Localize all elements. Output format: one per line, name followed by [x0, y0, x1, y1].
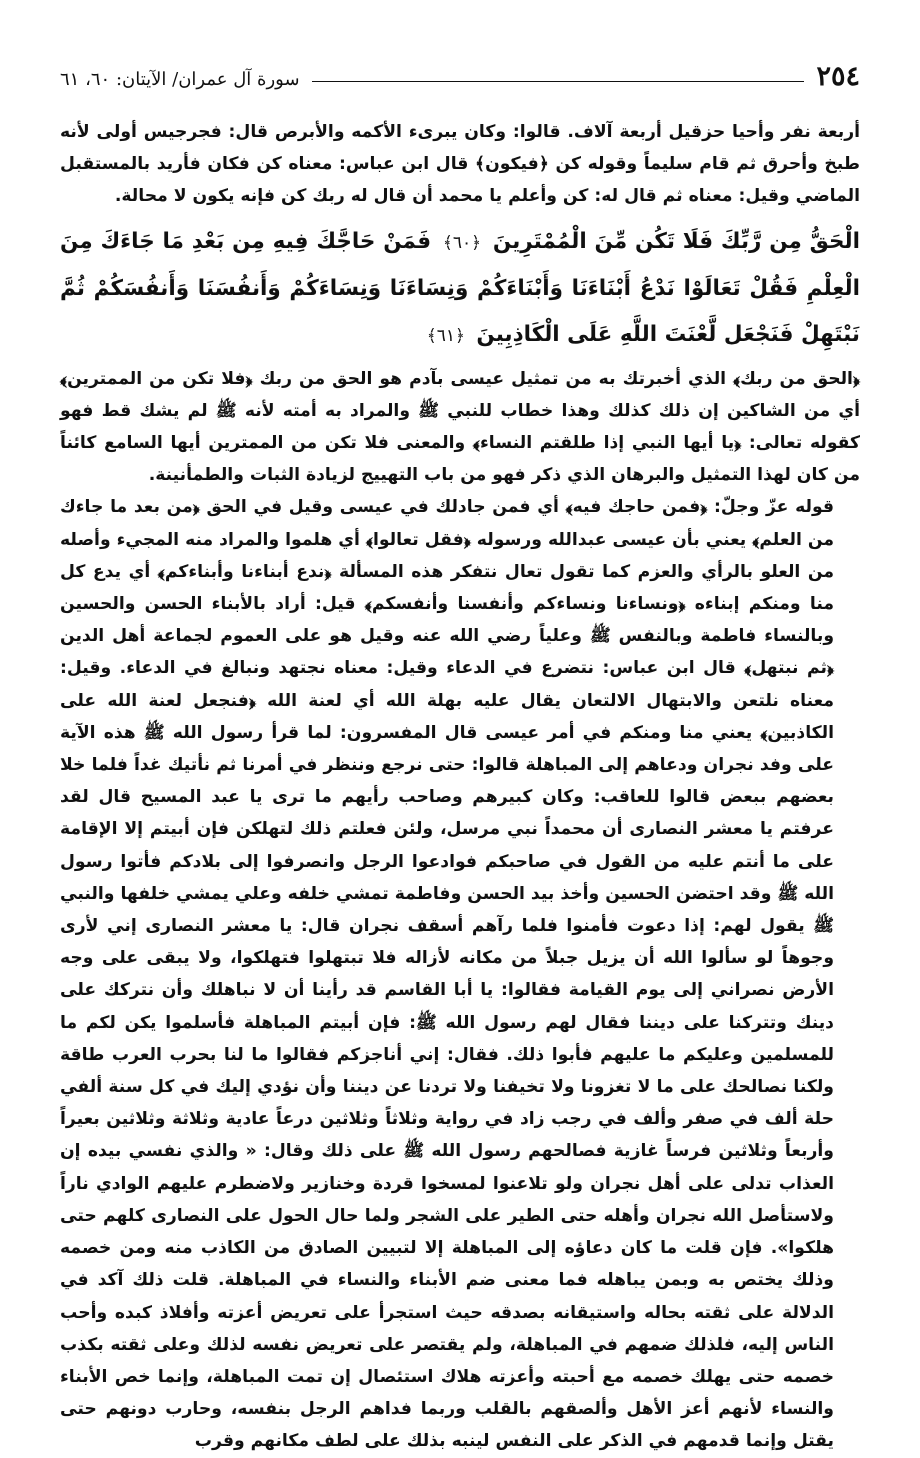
page-header [60, 56, 860, 96]
verse-60-text: الْحَقُّ مِن رَّبِّكَ فَلَا تَكُن مِّنَ الْمُمْتَرِينَ [492, 228, 860, 254]
paragraph-tafsir-61: قوله عزّ وجلّ: ﴿فمن حاجك فيه﴾ أي فمن جادلك في عيسى وقيل في الحق ﴿من بعد ما جاءك من العلم﴾ يعني بأن عيسى عبدالله ورسوله ﴿فقل تعالوا﴾ أي هلموا والمراد منه المجيء وأصله من العلو بالرأي والعزم كما تقول تعال نتفكر هذه المسألة ﴿ندع أبناءنا وأبناءكم﴾ أي يدع كل منا ومنكم إبناءه ﴿ونساءنا ونساءكم وأنفسنا وأنفسكم﴾ قيل: أراد بالأبناء الحسن والحسين وبالنساء فاطمة وبالنفس ﷺ وعلياً رضي الله عنه وقيل هو على العموم لجماعة أهل الدين ﴿ثم نبتهل﴾ قال ابن عباس: نتضرع في الدعاء وقيل: معناه نجتهد ونبالغ في الدعاء. وقيل: معناه نلتعن والابتهال الالتعان يقال عليه بهلة الله أي لعنة الله ﴿فنجعل لعنة الله على الكاذبين﴾ يعني منا ومنكم في أمر عيسى قال المفسرون: لما قرأ رسول الله ﷺ هذه الآية على وفد نجران ودعاهم إلى المباهلة قالوا: حتى نرجع وننظر في أمرنا ثم نأتيك غداً فلما خلا بعضهم ببعض قالوا للعاقب: وكان كبيرهم وصاحب رأيهم ما ترى يا عبد المسيح قال لقد عرفتم يا معشر النصارى أن محمداً نبي مرسل، ولئن فعلتم ذلك لتهلكن فإن أبيتم إلا الإقامة على ما أنتم عليه من القول في صاحبكم فوادعوا الرجل وانصرفوا إلى بلادكم فأتوا رسول الله ﷺ وقد احتضن الحسين وأخذ بيد الحسن وفاطمة تمشي خلفه وعلي يمشي خلفها والنبي ﷺ يقول لهم: إذا دعوت فأمنوا فلما رآهم أسقف نجران قال: يا معشر النصارى إني لأرى وجوهاً لو سألوا الله أن يزيل جبلاً من مكانه لأزاله فلا تبتهلوا فتهلكوا، ولا يبقى على وجه الأرض نصراني إلى يوم القيامة فقالوا: يا أبا القاسم قد رأينا أن لا نباهلك وأن نتركك على دينك وتتركنا على ديننا فقال لهم رسول الله ﷺ: فإن أبيتم المباهلة فأسلموا يكن لكم ما للمسلمين وعليكم ما عليهم فأبوا ذلك. فقال: إني أناجزكم فقالوا ما لنا بحرب العرب طاقة ولكنا نصالحك على ما لا تغزونا ولا تخيفنا ولا تردنا عن ديننا وأن نؤدي إليك في كل سنة ألفي حلة ألف في صفر وألف في رجب زاد في رواية وثلاثاً وثلاثين درعاً عادية وثلاثة وثلاثين بعيراً وأربعاً وثلاثين فرساً غازية فصالحهم رسول الله ﷺ على ذلك وقال: « والذي نفسي بيده إن العذاب تدلى على أهل نجران ولو تلاعنوا لمسخوا قردة وخنازير ولاضطرم عليهم الوادي ناراً ولاستأصل الله نجران وأهله حتى الطير على الشجر ولما حال الحول على النصارى كلهم حتى هلكوا». فإن قلت ما كان دعاؤه إلى المباهلة إلا لتبيين الصادق من الكاذب منه ومن خصمه وذلك يختص به وبمن يباهله فما معنى ضم الأبناء والنساء في المباهلة. قلت ذلك آكد في الدلالة على ثقته بحاله واستيقانه بصدقه حيث استجرأ على تعريض أعزته وأفلاذ كبده وأحب الناس إليه، فلذلك ضمهم في المباهلة، ولم يقتصر على تعريض نفسه لذلك وعلى ثقته بكذب خصمه حتى يهلك خصمه مع أحبته وأعزته هلاك استئصال إن تمت المباهلة، وإنما خص الأبناء والنساء لأنهم أعز الأهل وألصقهم بالقلب وربما فداهم الرجل بنفسه، وحارب دونهم حتى يقتل وإنما قدمهم في الذكر على النفس لينبه بذلك على لطف مكانهم وقرب [60, 497, 834, 1452]
paragraph-intro: أربعة نفر وأحيا حزقيل أربعة آلاف. قالوا: وكان يبرىء الأكمه والأبرص قال: فجرجيس أولى لأنه طبخ وأحرق ثم قام سليماً وقوله كن ﴿فيكون﴾ قال ابن عباس: معناه كن فكان فأريد بالمستقبل الماضي وقيل: معناه ثم قال له: كن وأعلم يا محمد أن قال له ربك كن فإنه يكون لا محالة. [60, 122, 860, 207]
paragraph-tafsir-60: ﴿الحق من ربك﴾ الذي أخبرتك به من تمثيل عيسى بآدم هو الحق من ربك ﴿فلا تكن من الممترين﴾ أي من الشاكين إن ذلك كذلك وهذا خطاب للنبي ﷺ والمراد به أمته لأنه ﷺ لم يشك قط فهو كقوله تعالى: ﴿يا أيها النبي إذا طلقتم النساء﴾ والمعنى فلا تكن من الممترين أيها السامع كائناً من كان لهذا التمثيل والبرهان الذي ذكر فهو من باب التهييج لزيادة الثبات والطمأنينة. [60, 368, 860, 486]
verse-60-marker: ﴿٦٠﴾ [442, 232, 482, 253]
page-number: ٢٥٤ [816, 61, 860, 92]
body-text [60, 116, 860, 1458]
quran-verse-block [60, 219, 860, 359]
surah-title: سورة آل عمران/ الآيتان: ٦٠، ٦١ [60, 69, 300, 90]
verse-61-text: فَمَنْ حَاجَّكَ فِيهِ مِن بَعْدِ مَا جَاءَكَ مِنَ الْعِلْمِ فَقُلْ تَعَالَوْا نَدْعُ أَبْنَاءَنَا وَأَبْنَاءَكُمْ وَنِسَاءَنَا وَنِسَاءَكُمْ وَأَنفُسَنَا وَأَنفُسَكُمْ ثُمَّ نَبْتَهِلْ فَنَجْعَل لَّعْنَتَ اللَّهِ عَلَى الْكَاذِبِينَ [60, 228, 860, 347]
header-rule [312, 81, 805, 82]
verse-61-marker: ﴿٦١﴾ [426, 325, 465, 346]
